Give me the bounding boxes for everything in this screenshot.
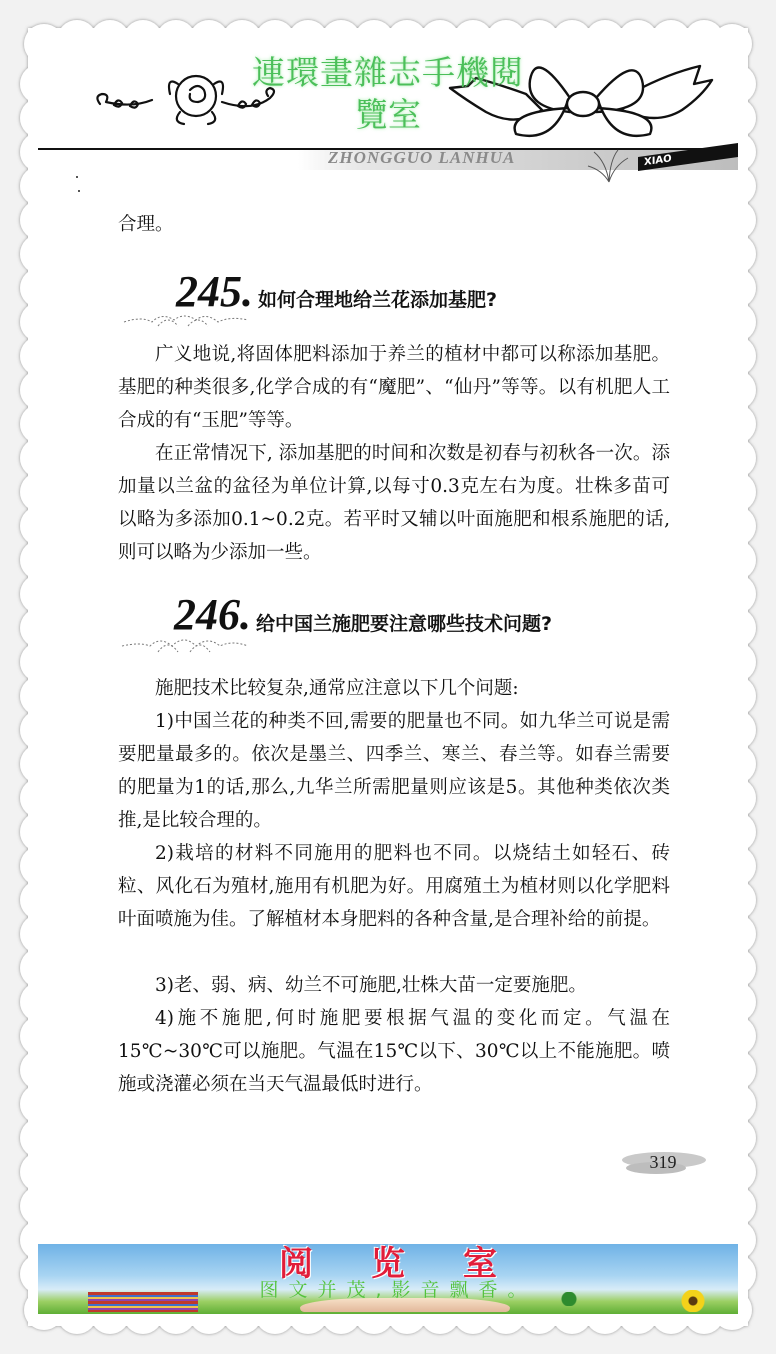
chapter-band-tag: XIAO [638, 143, 738, 171]
app-title-line2: 覽室 [355, 95, 421, 134]
page-number: 319 [649, 1152, 677, 1172]
reading-room-banner[interactable] [38, 1244, 738, 1314]
question-number: 246. [174, 590, 251, 639]
question-title: 给中国兰施肥要注意哪些技术问题? [256, 613, 553, 635]
speck [76, 176, 78, 178]
page-number-badge [616, 1148, 710, 1176]
flourish-ornament-icon [122, 310, 252, 330]
paragraph: 2)栽培的材料不同施用的肥料也不同。以烧结土如轻石、砖粒、风化石为殖材,施用有机肥为好。用腐殖土为植材则以化学肥料叶面喷施为佳。了解植材本身肥料的各种含量,是合理补给的前提。 [118, 843, 670, 930]
flourish-ornament-icon [120, 634, 250, 658]
app-title-line1: 連環畫雜志手機閱 [252, 53, 524, 92]
paragraph: 1)中国兰花的种类不回,需要的肥量也不同。如九华兰可说是需要肥量最多的。依次是墨兰、四季兰、寒兰、春兰等。如春兰需要的肥量为1的话,那么,九华兰所需肥量则应该是5。其他种类依次类推,是比较合理的。 [118, 711, 670, 831]
banner-title: 阅览室 [279, 1244, 555, 1284]
paragraph: 在正常情况下, 添加基肥的时间和次数是初春与初秋各一次。添加量以兰盆的盆径为单位计算,以每寸0.3克左右为度。壮株多苗可以略为多添加0.1~0.2克。若平时又辅以叶面施肥和根系施肥的话,则可以略为少添加一些。 [118, 443, 670, 563]
paragraph: 3)老、弱、病、幼兰不可施肥,壮株大苗一定要施肥。 [155, 975, 587, 996]
document-page [38, 38, 738, 1316]
question-title: 如何合理地给兰花添加基肥? [258, 289, 498, 311]
question-number: 245. [176, 267, 253, 316]
page-header [38, 38, 738, 148]
banner-subtitle: 图文并茂,影音飘香。 [259, 1279, 537, 1301]
chapter-band-text: ZHONGGUO LANHUA [328, 148, 516, 167]
paragraph: 施肥技术比较复杂,通常应注意以下几个问题: [155, 678, 519, 699]
paragraph: 广义地说,将固体肥料添加于养兰的植材中都可以称添加基肥。基肥的种类很多,化学合成的有“魔肥”、“仙丹”等等。以有机肥人工合成的有“玉肥”等等。 [118, 344, 670, 431]
carryover-text: 合理。 [118, 214, 174, 235]
speck [78, 190, 80, 192]
paragraph: 4)施不施肥,何时施肥要根据气温的变化而定。气温在15℃~30℃可以施肥。气温在15℃以下、30℃以上不能施肥。喷施或浇灌必须在当天气温最低时进行。 [118, 1008, 670, 1095]
orchid-sketch-icon [586, 148, 632, 184]
